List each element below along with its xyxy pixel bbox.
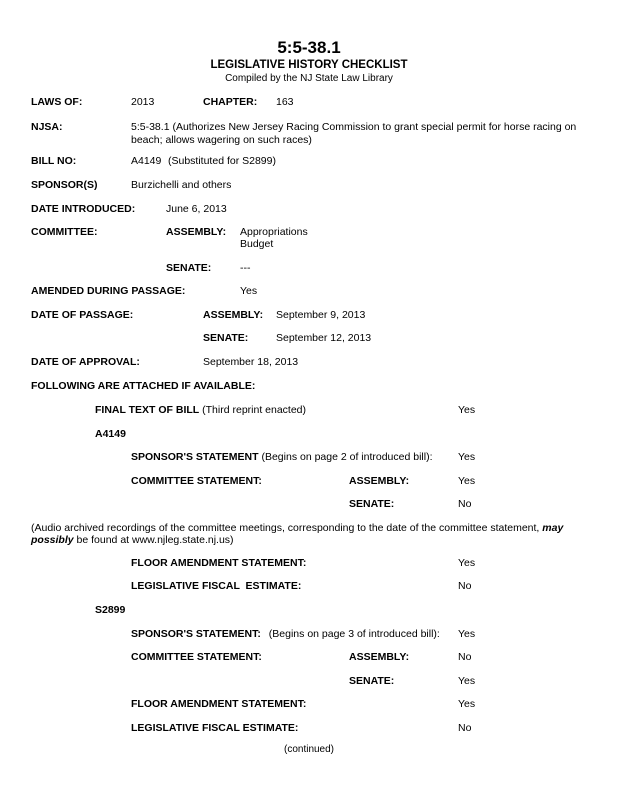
- a4149-fiscal-label: LEGISLATIVE FISCAL ESTIMATE:: [131, 580, 302, 592]
- s2899-fiscal-value: No: [458, 722, 472, 734]
- a4149-senate-label: SENATE:: [349, 498, 395, 510]
- a4149-assembly-label: ASSEMBLY:: [349, 475, 410, 487]
- a4149-heading: A4149: [95, 428, 126, 440]
- njsa-label: NJSA:: [31, 121, 63, 133]
- passage-senate-label: SENATE:: [203, 332, 249, 344]
- s2899-assembly-value: No: [458, 651, 472, 663]
- a4149-sponsor-note: (Begins on page 2 of introduced bill):: [261, 451, 433, 463]
- a4149-sponsor-value: Yes: [458, 451, 476, 463]
- chapter-value: 163: [276, 96, 294, 108]
- s2899-senate-value: Yes: [458, 675, 476, 687]
- passage-senate-value: September 12, 2013: [276, 332, 372, 344]
- amended-label: AMENDED DURING PASSAGE:: [31, 285, 186, 297]
- a4149-fiscal-value: No: [458, 580, 472, 592]
- s2899-sponsor-value: Yes: [458, 628, 476, 640]
- committee-assembly-label: ASSEMBLY:: [166, 226, 227, 238]
- committee-senate-value: ---: [240, 262, 251, 274]
- committee-senate-label: SENATE:: [166, 262, 212, 274]
- audio-note-text-before: (Audio archived recordings of the committee meetings, corresponding to the date of the committee statement,: [31, 522, 543, 534]
- s2899-floor-label: FLOOR AMENDMENT STATEMENT:: [131, 698, 307, 710]
- final-text-row: [95, 404, 306, 416]
- compiled-by: Compiled by the NJ State Law Library: [225, 73, 393, 84]
- a4149-floor-value: Yes: [458, 557, 476, 569]
- bill-no-note: (Substituted for S2899): [168, 155, 276, 167]
- s2899-fiscal-label: LEGISLATIVE FISCAL ESTIMATE:: [131, 722, 299, 734]
- njsa-value: 5:5-38.1 (Authorizes New Jersey Racing Commission to grant special permit for horse racing on beach; allows wagering on such races): [131, 121, 577, 146]
- date-of-approval-label: DATE OF APPROVAL:: [31, 356, 140, 368]
- date-introduced-value: June 6, 2013: [166, 203, 227, 215]
- s2899-sponsor-label: SPONSOR'S STATEMENT:: [131, 628, 261, 640]
- a4149-committee-label: COMMITTEE STATEMENT:: [131, 475, 262, 487]
- date-introduced-label: DATE INTRODUCED:: [31, 203, 136, 215]
- attached-heading: FOLLOWING ARE ATTACHED IF AVAILABLE:: [31, 380, 256, 392]
- s2899-floor-value: Yes: [458, 698, 476, 710]
- committee-assembly-line2: Budget: [240, 238, 274, 250]
- committee-assembly-line1: Appropriations: [240, 226, 308, 238]
- chapter-label: CHAPTER:: [203, 96, 258, 108]
- s2899-sponsor-row: [131, 628, 440, 640]
- s2899-heading: S2899: [95, 604, 126, 616]
- a4149-senate-value: No: [458, 498, 472, 510]
- bill-no-label: BILL NO:: [31, 155, 77, 167]
- sponsor-value: Burzichelli and others: [131, 179, 232, 191]
- committee-label: COMMITTEE:: [31, 226, 98, 238]
- amended-value: Yes: [240, 285, 258, 297]
- audio-note-text-after: be found at www.njleg.state.nj.us): [73, 534, 234, 546]
- a4149-sponsor-label: SPONSOR'S STATEMENT: [131, 451, 259, 463]
- s2899-committee-label: COMMITTEE STATEMENT:: [131, 651, 262, 663]
- final-text-value: Yes: [458, 404, 476, 416]
- laws-of-value: 2013: [131, 96, 155, 108]
- a4149-sponsor-row: [131, 451, 433, 463]
- s2899-senate-label: SENATE:: [349, 675, 395, 687]
- continued-footer: (continued): [283, 744, 335, 755]
- audio-note: [31, 522, 606, 546]
- audio-note-emphasis: may possibly: [31, 522, 564, 546]
- sponsor-label: SPONSOR(S): [31, 179, 98, 191]
- date-of-approval-value: September 18, 2013: [203, 356, 299, 368]
- a4149-floor-label: FLOOR AMENDMENT STATEMENT:: [131, 557, 307, 569]
- s2899-sponsor-note: (Begins on page 3 of introduced bill):: [268, 628, 440, 640]
- final-text-label: FINAL TEXT OF BILL: [95, 404, 200, 416]
- final-text-note: (Third reprint enacted): [202, 404, 307, 416]
- page-subtitle: LEGISLATIVE HISTORY CHECKLIST: [210, 59, 408, 71]
- bill-no-value: A4149: [131, 155, 162, 167]
- passage-assembly-label: ASSEMBLY:: [203, 309, 264, 321]
- laws-of-label: LAWS OF:: [31, 96, 83, 108]
- s2899-assembly-label: ASSEMBLY:: [349, 651, 410, 663]
- a4149-assembly-value: Yes: [458, 475, 476, 487]
- page-title: 5:5-38.1: [277, 38, 341, 57]
- date-of-passage-label: DATE OF PASSAGE:: [31, 309, 134, 321]
- passage-assembly-value: September 9, 2013: [276, 309, 366, 321]
